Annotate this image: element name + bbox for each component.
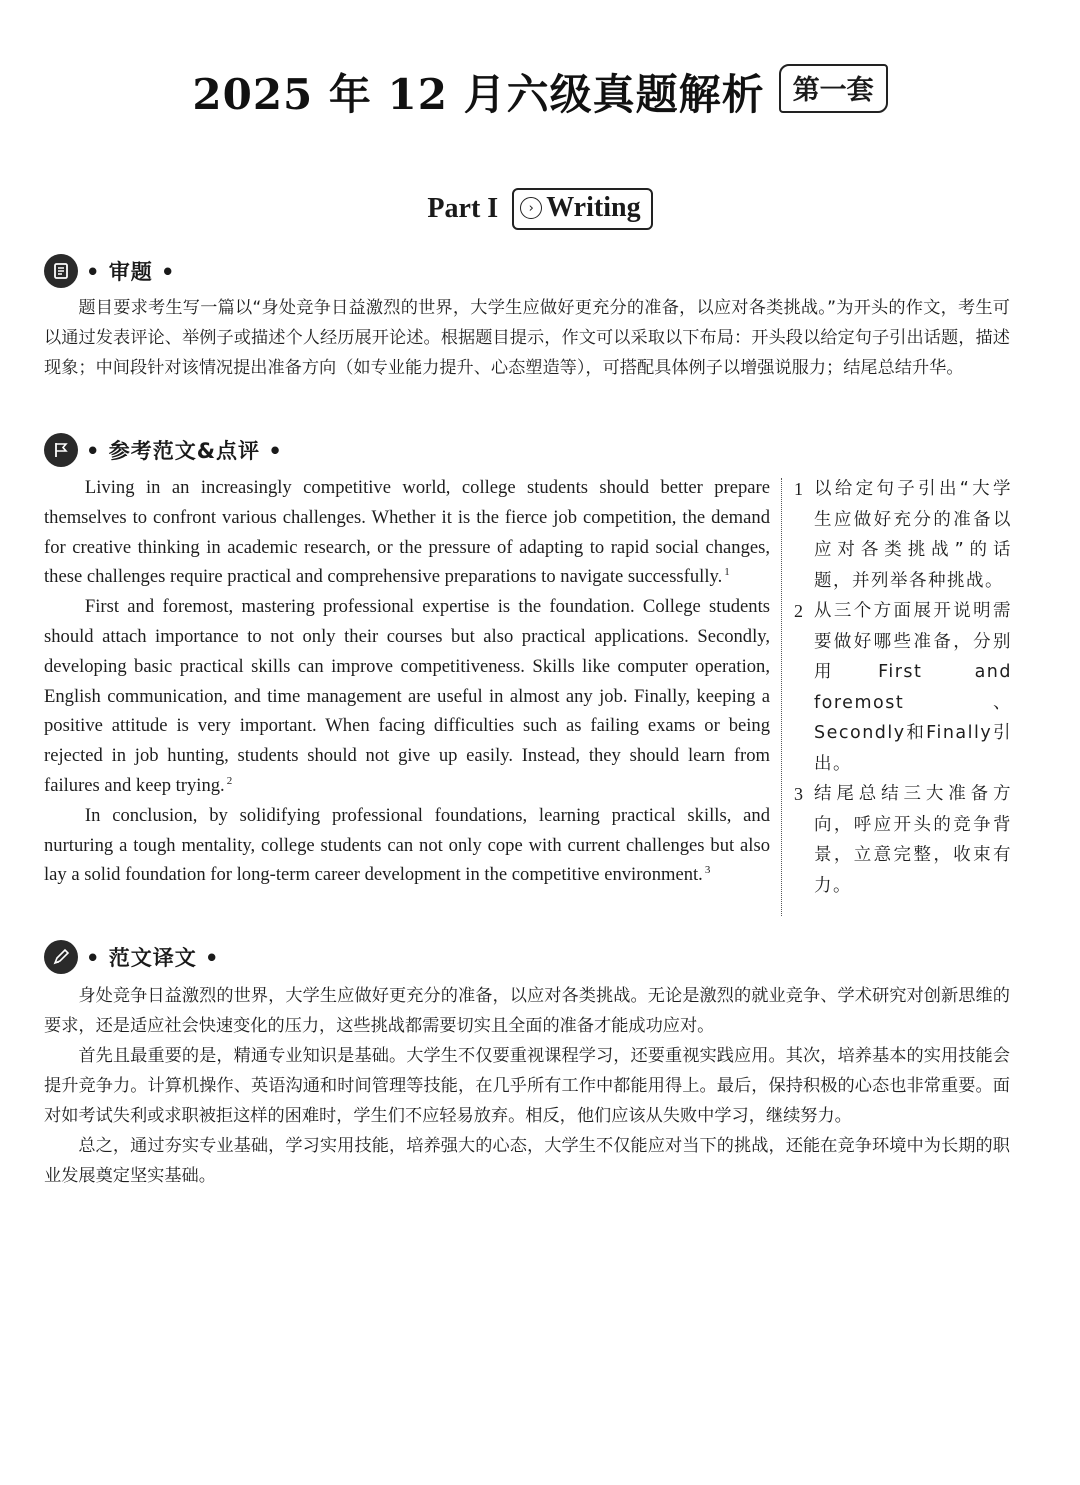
note-ref: 1	[724, 566, 730, 579]
pen-icon	[44, 940, 78, 974]
essay-text: In conclusion, by solidifying professional foundations, learning practical skills, and nurturing a tough mentality, college students can not only cope with current challenges but also lay a solid foundation for long-term career development in the competitive environment.	[44, 804, 770, 886]
note-item	[794, 596, 1012, 779]
note-item	[794, 474, 1012, 596]
translation-paragraph: 身处竞争日益激烈的世界，大学生应做好更充分的准备，以应对各类挑战。无论是激烈的就业竞争、学术研究对创新思维的要求，还是适应社会快速变化的压力，这些挑战都需要切实且全面的准备才能成功应对。	[44, 986, 1010, 1036]
set-tag: 第一套	[779, 64, 888, 113]
essay-text: Living in an increasingly competitive world, college students should better prepare themselves to confront various challenges. Whether it is the fierce job competition, the demand for creative thinking in academic research, or the pressure of adapting to rapid social changes, these challenges require practical and comprehensive preparations to navigate successfully.	[44, 477, 770, 588]
section-analysis-heading	[44, 254, 175, 288]
note-number: 1	[794, 479, 803, 499]
note-ref: 2	[226, 774, 233, 787]
part-heading	[0, 188, 1080, 230]
document-icon	[44, 254, 78, 288]
part-label: Part I	[427, 193, 499, 224]
section-translation-title: • 范文译文 •	[86, 946, 220, 970]
flag-icon	[44, 433, 78, 467]
translation-paragraph: 首先且最重要的是，精通专业知识是基础。大学生不仅要重视课程学习，还要重视实践应用。其次，培养基本的实用技能会提升竞争力。计算机操作、英语沟通和时间管理等技能，在几乎所有工作中都能用得上。最后，保持积极的心态也非常重要。面对如考试失利或求职被拒这样的困难时，学生们不应轻易放弃。相反，他们应该从失败中学习，继续努力。	[44, 1046, 1010, 1126]
page-title: 2025 年 12 月六级真题解析	[192, 70, 765, 119]
note-number: 3	[794, 784, 803, 804]
section-sample-title: • 参考范文&点评 •	[86, 439, 283, 463]
essay-paragraph	[44, 592, 770, 801]
chevron-right-circle-icon: ›	[520, 197, 542, 219]
translation-text	[44, 981, 1010, 1191]
sample-notes	[794, 474, 1012, 901]
essay-paragraph	[44, 473, 770, 592]
notes-divider	[781, 478, 782, 916]
section-sample-heading	[44, 433, 283, 467]
note-text: 从三个方面展开说明需要做好哪些准备，分别用First and foremost、Secondly和Finally引出。	[814, 601, 1012, 774]
part-title-box	[512, 188, 652, 230]
note-text: 结尾总结三大准备方向，呼应开头的竞争背景，立意完整，收束有力。	[814, 784, 1012, 896]
translation-paragraph: 总之，通过夯实专业基础，学习实用技能，培养强大的心态，大学生不仅能应对当下的挑战，还能在竞争环境中为长期的职业发展奠定坚实基础。	[44, 1136, 1010, 1186]
section-translation-heading	[44, 940, 219, 974]
note-ref: 3	[704, 864, 711, 877]
part-title: Writing	[546, 192, 641, 223]
analysis-text	[44, 293, 1010, 383]
note-number: 2	[794, 601, 803, 621]
essay-paragraph	[44, 801, 770, 890]
note-item	[794, 779, 1012, 901]
analysis-paragraph: 题目要求考生写一篇以“身处竞争日益激烈的世界，大学生应做好更充分的准备，以应对各类挑战。”为开头的作文，考生可以通过发表评论、举例子或描述个人经历展开论述。根据题目提示，作文可以采取以下布局：开头段以给定句子引出话题，描述现象；中间段针对该情况提出准备方向（如专业能力提升、心态塑造等），可搭配具体例子以增强说服力；结尾总结升华。	[44, 298, 1010, 378]
section-analysis-title: • 审题 •	[86, 260, 176, 284]
title-row	[0, 62, 1080, 122]
sample-essay	[44, 473, 770, 890]
note-text: 以给定句子引出“大学生应做好充分的准备以应对各类挑战”的话题，并列举各种挑战。	[814, 479, 1012, 591]
essay-text: First and foremost, mastering professional expertise is the foundation. College students should attach importance to not only their courses but also practical applications. Secondly, developing basic practical skills can improve competitiveness. Skills like computer operation, English communication, and time management are useful in almost any job. Finally, keeping a positive attitude is very important. When facing difficulties such as failing exams or being rejected in job hunting, students should not give up easily. Instead, they should learn from failures and keep trying.	[44, 596, 770, 796]
